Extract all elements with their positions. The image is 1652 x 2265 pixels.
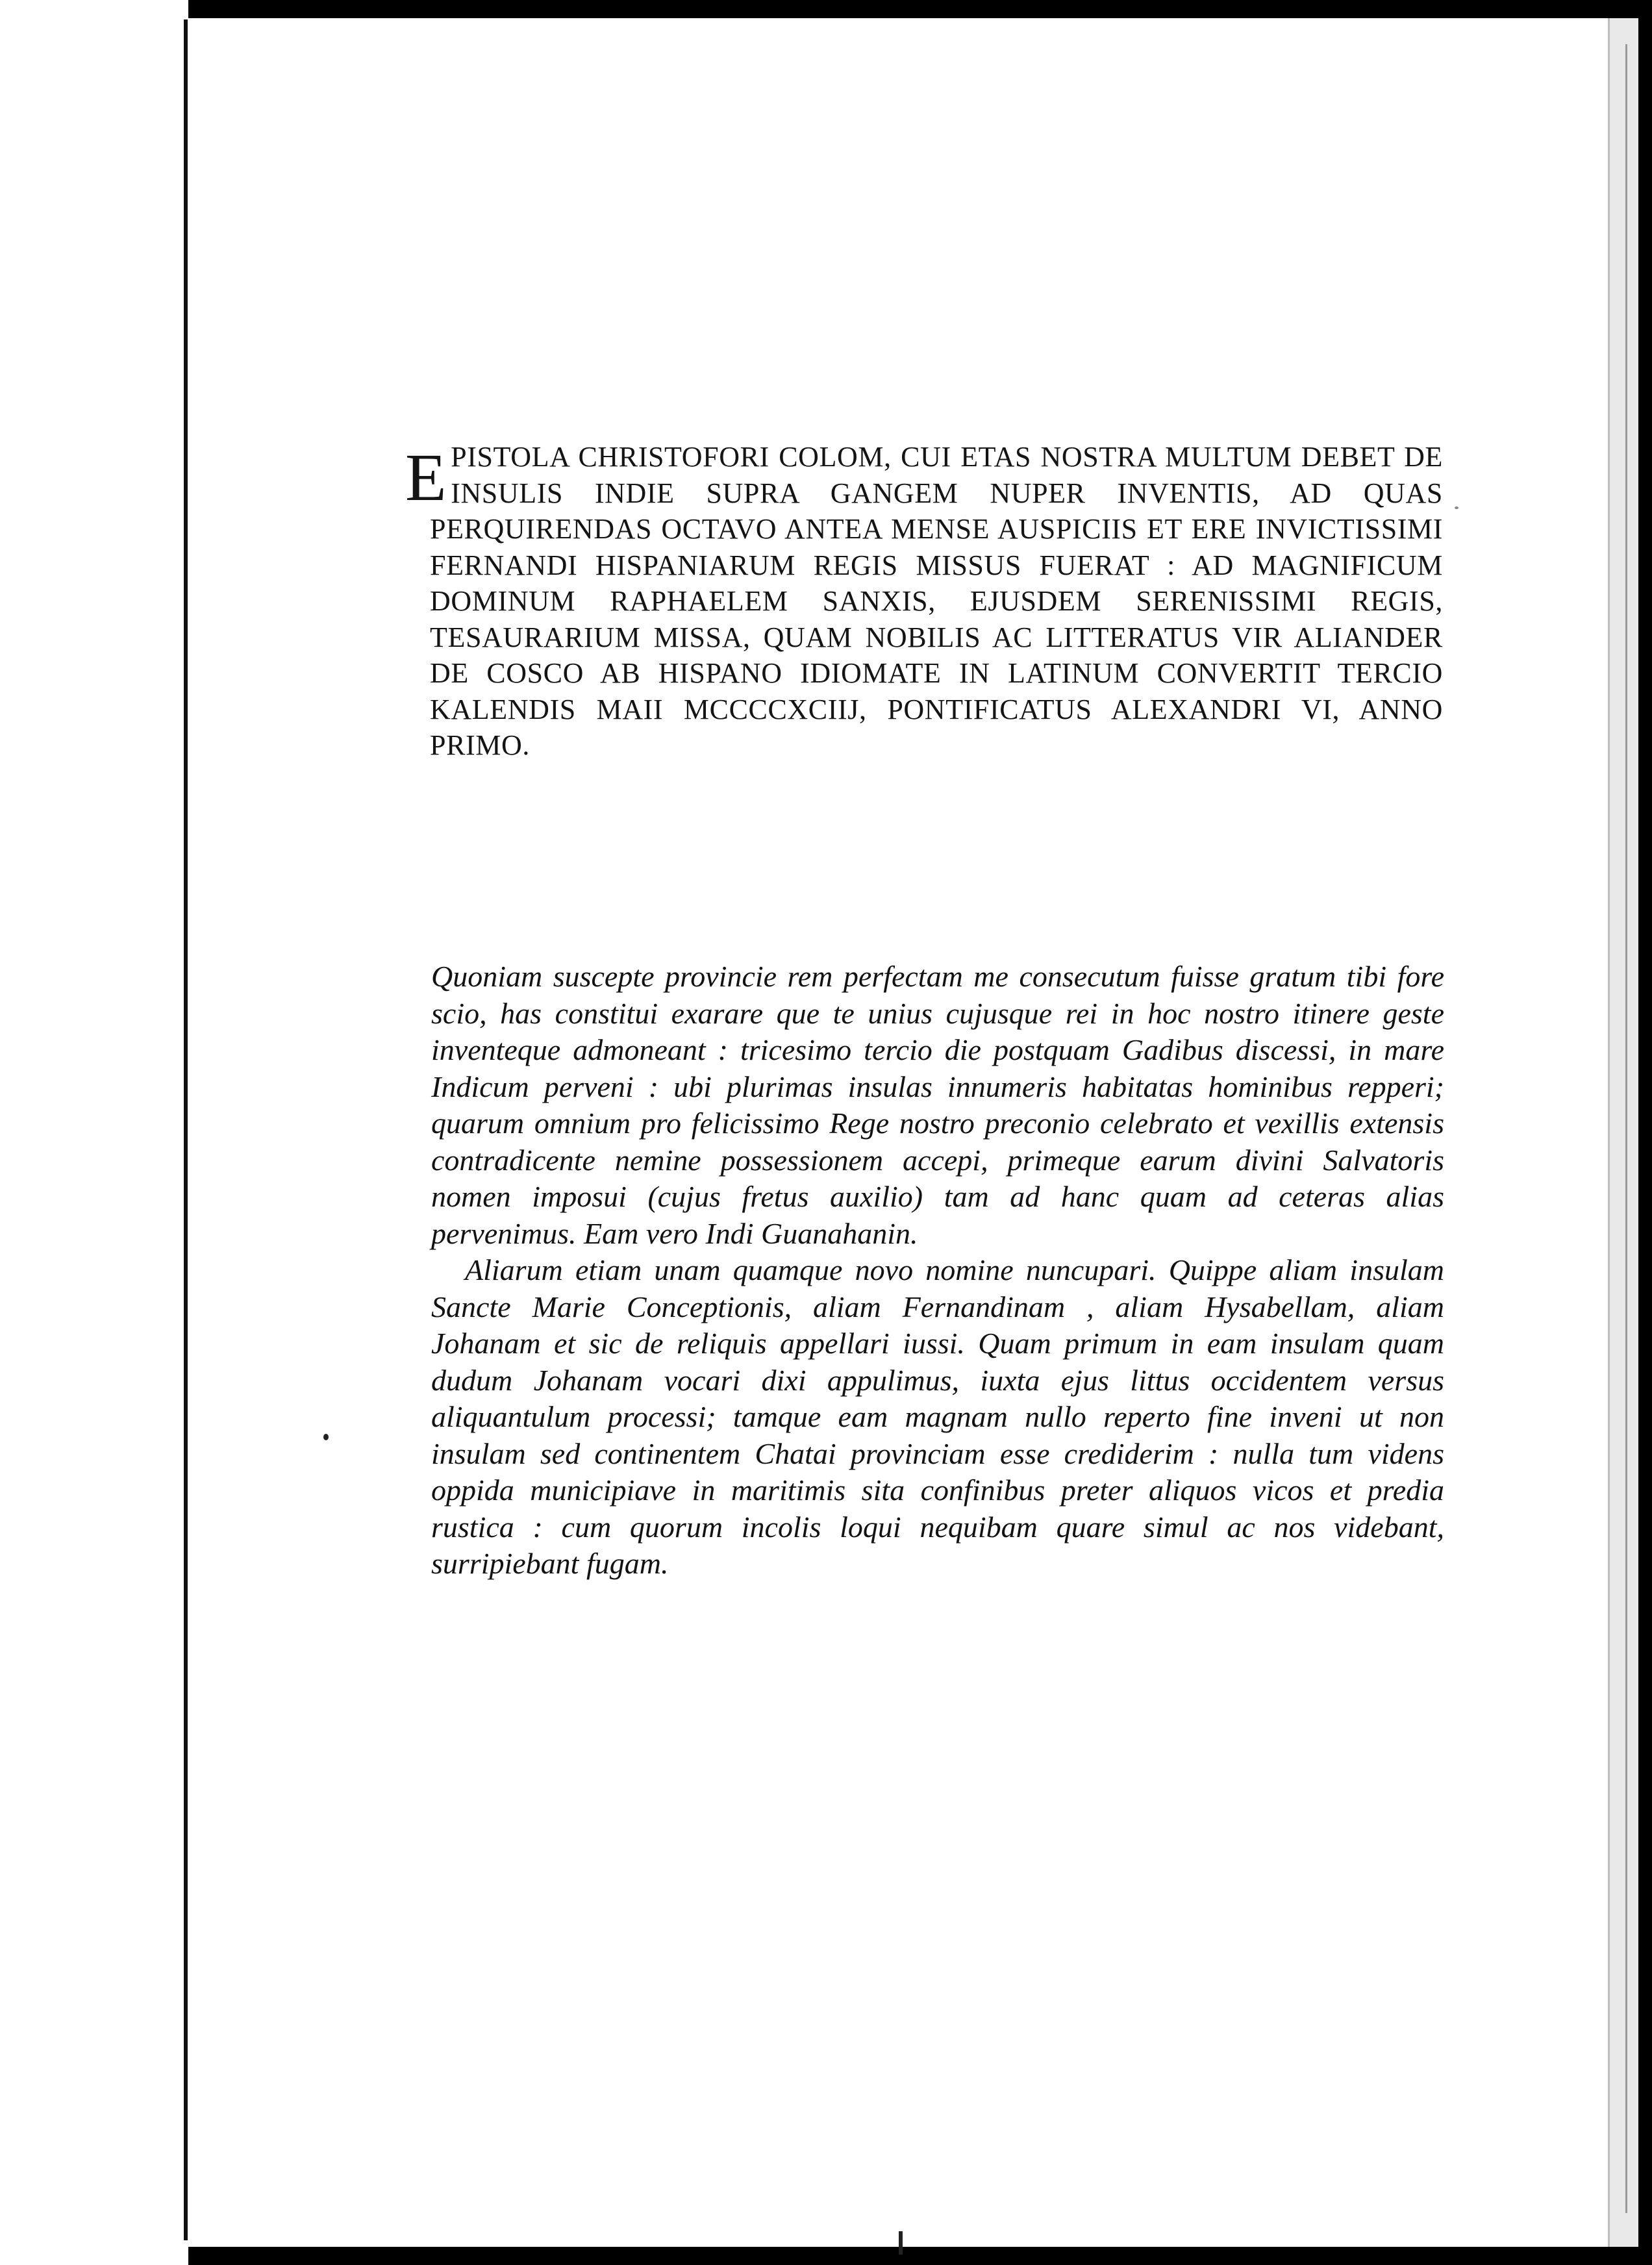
gutter-line bbox=[184, 19, 188, 2240]
paragraph: Aliarum etiam unam quamque novo nomine nuncupari. Quippe aliam insulam Sancte Marie Conceptionis, aliam Fernandinam , aliam Hysabellam, aliam Johanam et sic de reliquis appellari iussi. Quam primum in eam insulam quam dudum Johanam vocari dixi appulimus, iuxta ejus littus occidentem versus aliquantulum processi; tamque eam magnam nullo reperto fine inveni ut non insulam sed continentem Chatai provinciam esse crediderim : nulla tum videns oppida municipiave in maritimis sita confinibus preter aliquos vicos et predia rustica : cum quorum incolis loqui nequibam quare simul ac nos videbant, surripiebant fugam. bbox=[431, 1253, 1444, 1580]
heading-text: PISTOLA CHRISTOFORI COLOM, CUI ETAS NOSTRA MULTUM DEBET DE INSULIS INDIE SUPRA GANGEM NUPER INVENTIS, AD QUAS PERQUIRENDAS OCTAVO ANTEA MENSE AUSPICIIS ET ERE INVICTISSIMI FERNANDI HISPANIARUM REGIS MISSUS FUERAT : AD MAGNIFICUM DOMINUM RAPHAELEM SANXIS, EJUSDEM SERENISSIMI REGIS, TESAURARIUM MISSA, QUAM NOBILIS AC LITTERATUS VIR ALIANDER DE COSCO AB HISPANO IDIOMATE IN LATINUM CONVERTIT TERCIO KALENDIS MAII MCCCCXCIIJ, PONTIFICATUS ALEXANDRI VI, ANNO PRIMO. bbox=[430, 441, 1443, 761]
letter-body bbox=[431, 958, 1444, 1583]
facing-page-edge bbox=[0, 0, 188, 2265]
book-page bbox=[188, 18, 1608, 2247]
drop-cap: E bbox=[405, 440, 447, 515]
page-stack-edge bbox=[1608, 18, 1638, 2247]
scan-speck bbox=[1455, 507, 1458, 509]
scan-mark bbox=[899, 2231, 903, 2255]
page-stack-line bbox=[1625, 44, 1627, 2213]
letter-heading bbox=[405, 439, 1443, 764]
scan-speck bbox=[323, 1434, 329, 1440]
paragraph: Quoniam suscepte provincie rem perfectam me consecutum fuisse gratum tibi fore scio, has constitui exarare que te unius cujusque rei in hoc nostro itinere geste inventeque admoneant : tricesimo tercio die postquam Gadibus discessi, in mare Indicum perveni : ubi plurimas insulas innumeris habitatas hominibus repperi; quarum omnium pro felicissimo Rege nostro preconio celebrato et vexillis extensis contradicente nemine possessionem accepi, primeque earum divini Salvatoris nomen imposui (cujus fretus auxilio) tam ad hanc quam ad ceteras alias pervenimus. Eam vero Indi Guanahanin. bbox=[431, 960, 1444, 1250]
